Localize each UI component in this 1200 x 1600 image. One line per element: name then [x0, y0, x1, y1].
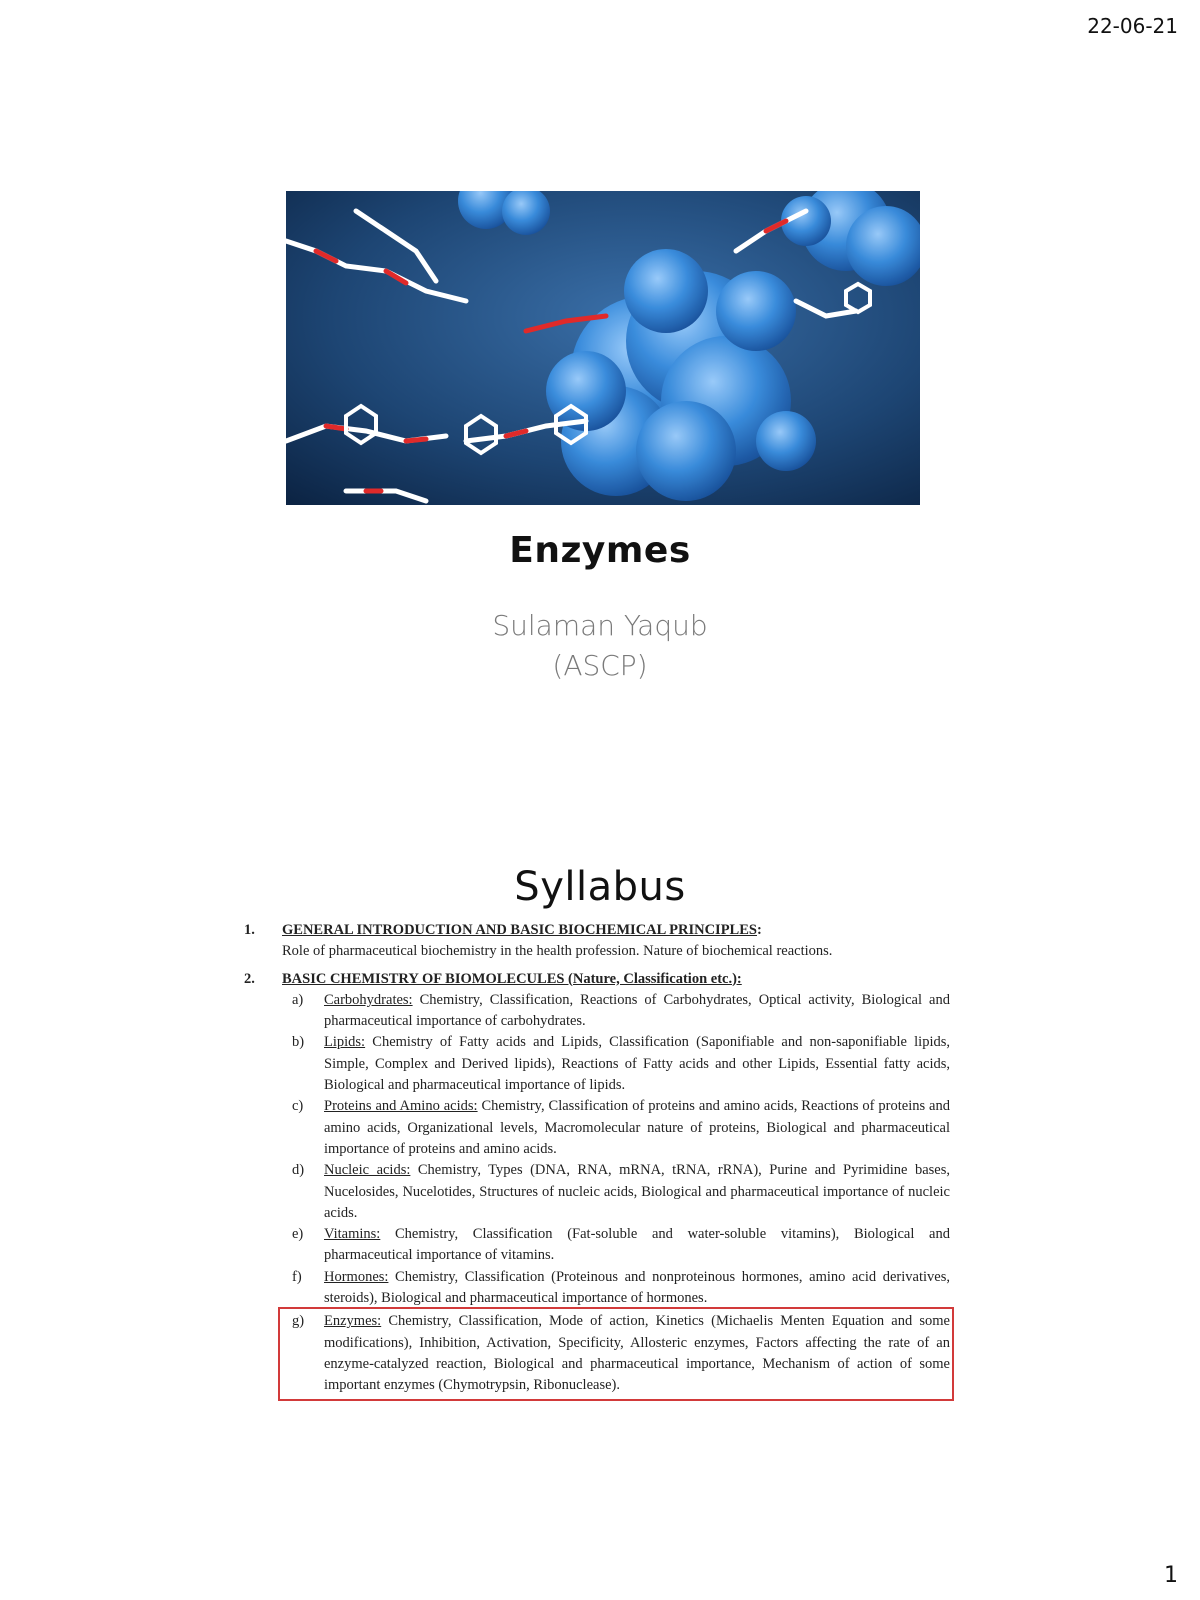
enzyme-molecule-image	[286, 191, 920, 505]
author-name: Sulaman Yaqub	[492, 609, 708, 642]
syllabus-content	[244, 920, 950, 1403]
item-description: Chemistry, Classification of proteins and amino acids, Reactions of proteins and amino acids, Organizational levels, Macromolecular nature of proteins, Biological and pharmaceutical importance of proteins and amino acids.	[324, 1098, 950, 1157]
section-body	[282, 920, 950, 963]
item-description: Chemistry, Classification (Fat-soluble and water-soluble vitamins), Biological and pharmaceutical importance of vitamins.	[324, 1226, 950, 1264]
section-heading-line	[282, 920, 950, 941]
item-label: Vitamins:	[324, 1226, 381, 1243]
section-body	[282, 969, 950, 1397]
page-number: 1	[1164, 1563, 1178, 1588]
section-heading: GENERAL INTRODUCTION AND BASIC BIOCHEMICAL PRINCIPLES	[282, 922, 757, 938]
item-description: Chemistry, Types (DNA, RNA, mRNA, tRNA, rRNA), Purine and Pyrimidine bases, Nucelosides, Nucelotides, Structures of nucleic acids, Biological and pharmaceutical importance of nucleic acids.	[324, 1162, 950, 1221]
slide-date: 22-06-21	[1087, 14, 1178, 38]
item-text	[324, 1224, 950, 1267]
item-description: Chemistry, Classification, Reactions of Carbohydrates, Optical activity, Biological and pharmaceutical importance of carbohydrates.	[324, 991, 950, 1030]
item-letter: c)	[292, 1098, 304, 1115]
slide-title: Enzymes	[509, 530, 691, 571]
item-label: Enzymes:	[324, 1313, 382, 1330]
section-number: 2.	[244, 970, 255, 987]
section-number: 1.	[244, 922, 255, 938]
item-text	[324, 1311, 950, 1396]
item-text	[324, 1032, 950, 1096]
item-letter: e)	[292, 1226, 304, 1243]
syllabus-item-vitamins	[282, 1224, 950, 1267]
item-text	[324, 1267, 950, 1310]
item-label: Lipids:	[324, 1034, 366, 1051]
syllabus-section-1	[244, 920, 950, 963]
item-letter: b)	[292, 1034, 305, 1051]
syllabus-item-lipids	[282, 1032, 950, 1096]
item-label: Proteins and Amino acids:	[324, 1098, 478, 1115]
section-text: Role of pharmaceutical biochemistry in the health profession. Nature of biochemical reactions.	[282, 943, 833, 960]
syllabus-item-carbohydrates	[282, 990, 950, 1033]
item-letter: d)	[292, 1162, 305, 1179]
item-label: Carbohydrates:	[324, 991, 413, 1008]
item-label: Nucleic acids:	[324, 1162, 411, 1179]
item-label: Hormones:	[324, 1268, 389, 1285]
syllabus-item-nucleic-acids	[282, 1160, 950, 1224]
item-text	[324, 1096, 950, 1160]
item-letter: g)	[292, 1313, 305, 1330]
item-letter: f)	[292, 1268, 302, 1285]
syllabus-item-enzymes-highlighted	[282, 1311, 950, 1396]
item-description: Chemistry, Classification, Mode of action, Kinetics (Michaelis Menten Equation and some modifications), Inhibition, Activation, Specificity, Allosteric enzymes, Factors affecting the rate of an enzyme-catalyzed reaction, Biological and pharmaceutical importance, Mechanism of action of some important enzymes (Chymotrypsin, Ribonuclease).	[324, 1313, 950, 1394]
section-heading-suffix: :	[756, 922, 762, 938]
syllabus-section-2	[244, 969, 950, 1397]
item-description: Chemistry, Classification (Proteinous and nonproteinous hormones, amino acid derivatives, steroids), Biological and pharmaceutical importance of hormones.	[324, 1268, 950, 1307]
section-heading: BASIC CHEMISTRY OF BIOMOLECULES (Nature, Classification etc.):	[282, 970, 742, 987]
item-letter: a)	[292, 991, 304, 1008]
author-block	[0, 606, 1200, 686]
syllabus-item-proteins	[282, 1096, 950, 1160]
author-affiliation: (ASCP)	[552, 649, 648, 682]
item-text	[324, 1160, 950, 1224]
syllabus-title: Syllabus	[514, 864, 686, 910]
syllabus-item-hormones	[282, 1267, 950, 1310]
enzyme-illustration	[286, 191, 920, 505]
item-text	[324, 990, 950, 1033]
item-description: Chemistry of Fatty acids and Lipids, Classification (Saponifiable and non-saponifiable lipids, Simple, Complex and Derived lipids), Reactions of Fatty acids and other Lipids, Essential fatty acids, Biological and pharmaceutical importance of lipids.	[324, 1034, 950, 1094]
